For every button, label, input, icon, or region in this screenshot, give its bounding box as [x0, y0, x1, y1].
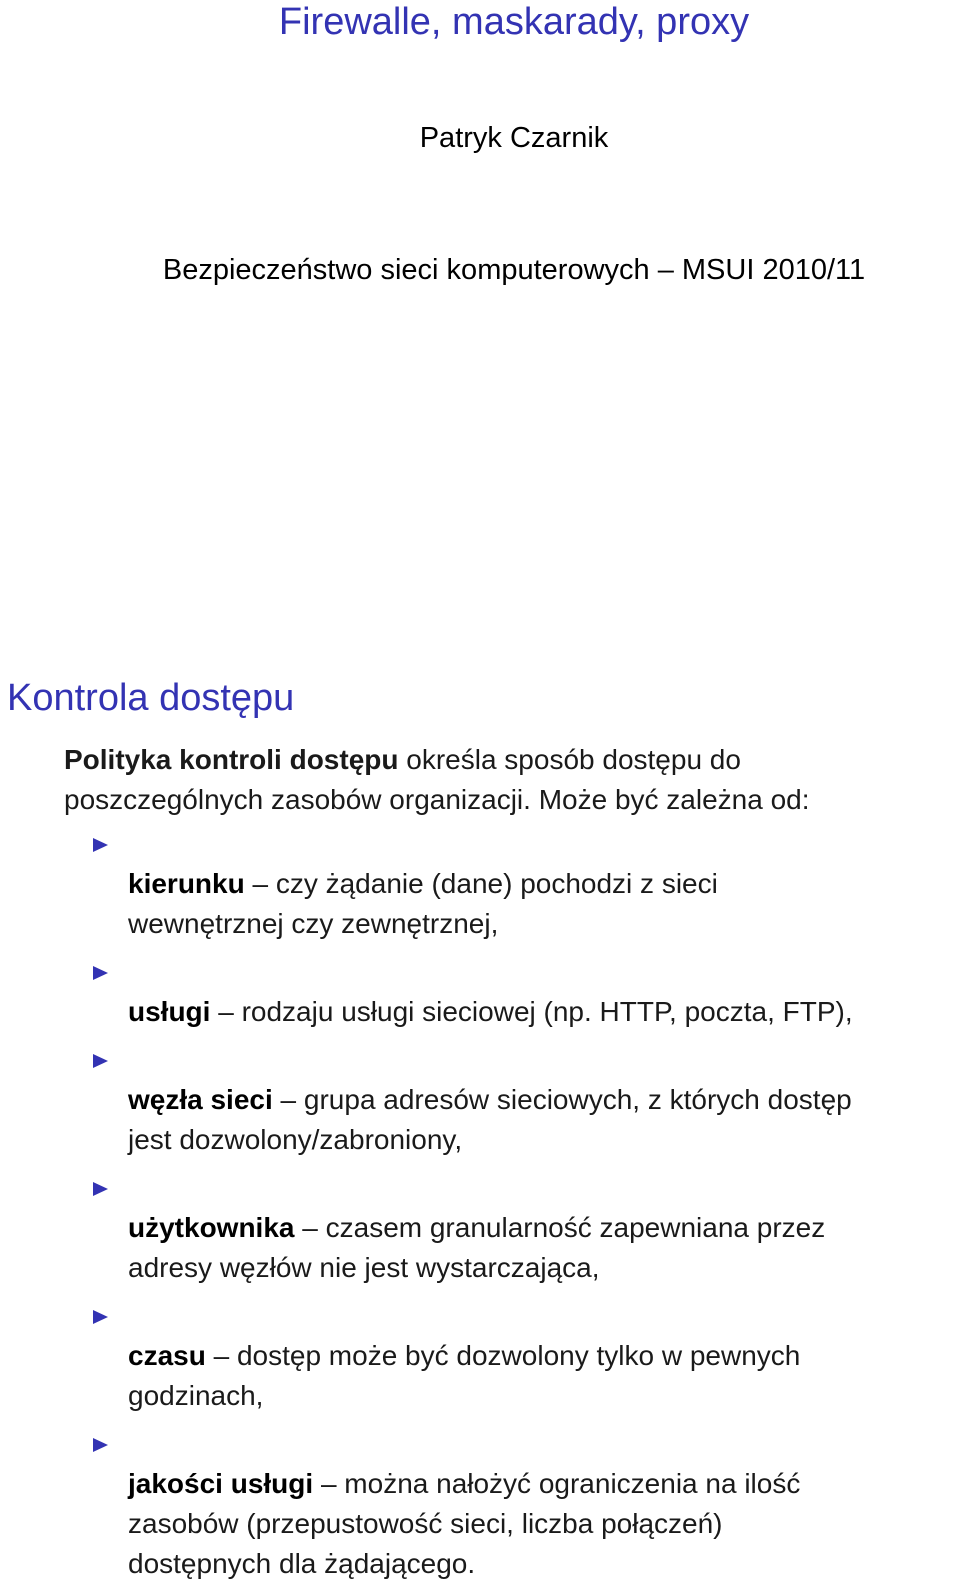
course-name: Bezpieczeństwo sieci komputerowych – MSUI 2010/11 — [162, 254, 866, 286]
triangle-bullet-icon — [93, 1182, 108, 1196]
item-text: – dostęp może być dozwolony tylko w pewnych godzinach, — [128, 1340, 801, 1411]
list-item — [0, 1296, 960, 1416]
item-text: – czasem granularność zapewniana przez adresy węzłów nie jest wystarczająca, — [128, 1212, 826, 1283]
item-text: – czy żądanie (dane) pochodzi z sieci wewnętrznej czy zewnętrznej, — [128, 868, 718, 939]
item-term: użytkownika — [128, 1212, 295, 1243]
page-title: Firewalle, maskarady, proxy — [278, 1, 750, 43]
triangle-bullet-icon — [93, 1310, 108, 1324]
intro-paragraph — [64, 740, 944, 820]
list-item — [0, 824, 960, 944]
item-text: – grupa adresów sieciowych, z których dostęp jest dozwolony/zabroniony, — [128, 1084, 852, 1155]
item-text: – można nałożyć ograniczenia na ilość zasobów (przepustowość sieci, liczba połączeń) dostępnych dla żądającego. — [128, 1468, 801, 1579]
author-name: Patryk Czarnik — [419, 122, 609, 154]
triangle-bullet-icon — [93, 966, 108, 980]
access-criteria-list — [0, 824, 960, 1592]
triangle-bullet-icon — [93, 1054, 108, 1068]
list-item — [0, 1040, 960, 1160]
item-term: czasu — [128, 1340, 206, 1371]
triangle-bullet-icon — [93, 838, 108, 852]
intro-text: określa sposób dostępu do poszczególnych zasobów organizacji. Może być zależna od: — [64, 744, 810, 815]
item-term: węzła sieci — [128, 1084, 273, 1115]
list-item — [0, 1424, 960, 1584]
item-term: usługi — [128, 996, 211, 1027]
list-item — [0, 952, 960, 1032]
item-term: kierunku — [128, 868, 245, 899]
triangle-bullet-icon — [93, 1438, 108, 1452]
slide-title: Kontrola dostępu — [7, 677, 295, 719]
list-item — [0, 1168, 960, 1288]
intro-term: Polityka kontroli dostępu — [64, 744, 399, 775]
item-term: jakości usługi — [128, 1468, 314, 1499]
item-text: – rodzaju usługi sieciowej (np. HTTP, poczta, FTP), — [210, 996, 853, 1027]
